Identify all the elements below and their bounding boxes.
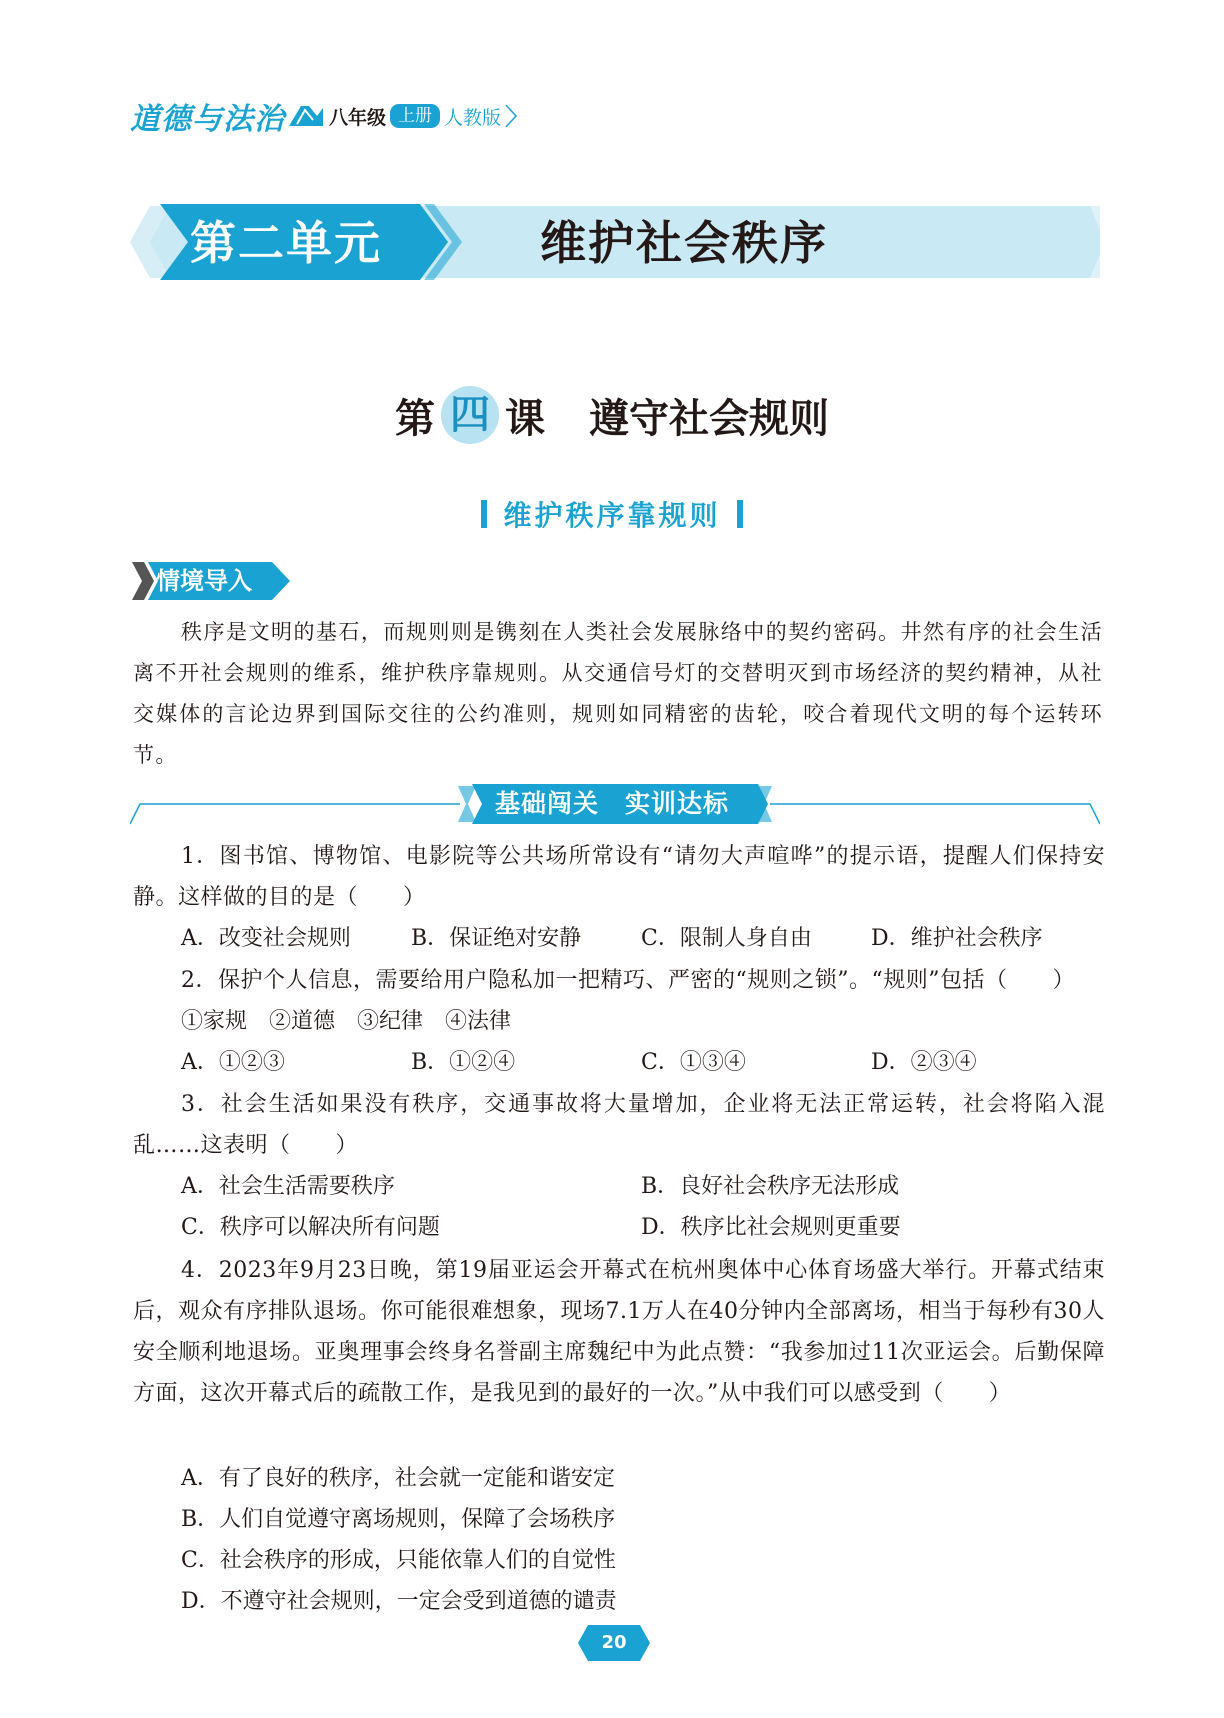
volume-badge: 上册 — [390, 104, 440, 128]
option-b: B．①②④ — [411, 1050, 516, 1075]
chevron-right-icon — [503, 103, 519, 129]
unit-title: 维护社会秩序 — [540, 216, 828, 270]
section-heading — [0, 494, 1224, 534]
option-d: D．②③④ — [871, 1050, 977, 1075]
option-d: D．维护社会秩序 — [871, 926, 1043, 951]
lesson-prefix: 第 — [395, 394, 435, 442]
intro-tag: 情境导入 — [156, 567, 252, 595]
question-stem: 2．保护个人信息，需要给用户隐私加一把精巧、严密的“规则之锁”。“规则”包括（ ） — [181, 968, 1075, 993]
option-a: A．改变社会规则 — [181, 926, 351, 951]
book-icon — [287, 102, 325, 130]
option-d: D．不遵守社会规则，一定会受到道德的谴责 — [181, 1589, 617, 1614]
practice-title: 基础闯关 实训达标 — [494, 789, 729, 818]
option-b: B．保证绝对安静 — [411, 926, 582, 951]
page-number: 20 — [601, 1632, 627, 1653]
book-logo: 道德与法治 — [130, 102, 285, 137]
lesson-topic: 遵守社会规则 — [589, 394, 829, 442]
lesson-number: 四 — [441, 386, 499, 444]
option-c: C．秩序可以解决所有问题 — [181, 1215, 440, 1240]
question-stem: 1．图书馆、博物馆、电影院等公共场所常设有“请勿大声喧哗”的提示语，提醒人们保持安静。这样做的目的是（ ） — [133, 844, 1105, 910]
option-b: B．良好社会秩序无法形成 — [641, 1174, 900, 1199]
question-sub-items: ①家规 ②道德 ③纪律 ④法律 — [181, 1009, 512, 1034]
option-c: C．限制人身自由 — [641, 926, 812, 951]
question-stem: 4．2023年9月23日晚，第19届亚运会开幕式在杭州奥体中心体育场盛大举行。开幕式结束后，观众有序排队退场。你可能很难想象，现场7.1万人在40分钟内全部离场，相当于每秒有30人安全顺利地退场。亚奥理事会终身名誉副主席魏纪中为此点赞：“我参加过11次亚运会。后勤保障方面，这次开幕式后的疏散工作，是我见到的最好的一次。”从中我们可以感受到（ ） — [133, 1258, 1105, 1406]
question-stem: 3．社会生活如果没有秩序，交通事故将大量增加，企业将无法正常运转，社会将陷入混乱……这表明（ ） — [133, 1092, 1105, 1158]
option-c: C．社会秩序的形成，只能依靠人们的自觉性 — [181, 1548, 616, 1573]
grade-label: 八年级 — [329, 106, 387, 129]
option-b: B．人们自觉遵守离场规则，保障了会场秩序 — [181, 1507, 616, 1532]
lesson-suffix: 课 — [505, 394, 545, 442]
option-a: A．社会生活需要秩序 — [181, 1174, 395, 1199]
section-title: 维护秩序靠规则 — [503, 499, 721, 532]
unit-label: 第二单元 — [190, 216, 382, 270]
option-d: D．秩序比社会规则更重要 — [641, 1215, 901, 1240]
book-header — [130, 96, 519, 136]
section-bar-right — [737, 500, 743, 528]
option-a: A．有了良好的秩序，社会就一定能和谐安定 — [181, 1466, 615, 1491]
intro-paragraph: 秩序是文明的基石，而规则则是镌刻在人类社会发展脉络中的契约密码。井然有序的社会生活离不开社会规则的维系，维护秩序靠规则。从交通信号灯的交替明灭到市场经济的契约精神，从社交媒体的言论边界到国际交往的公约准则，规则如同精密的齿轮，咬合着现代文明的每个运转环节。 — [133, 620, 1103, 767]
edition-label: 人教版 — [444, 106, 502, 129]
option-c: C．①③④ — [641, 1050, 746, 1075]
section-bar-left — [481, 500, 487, 528]
lesson-title — [0, 380, 1224, 450]
option-a: A．①②③ — [181, 1050, 285, 1075]
